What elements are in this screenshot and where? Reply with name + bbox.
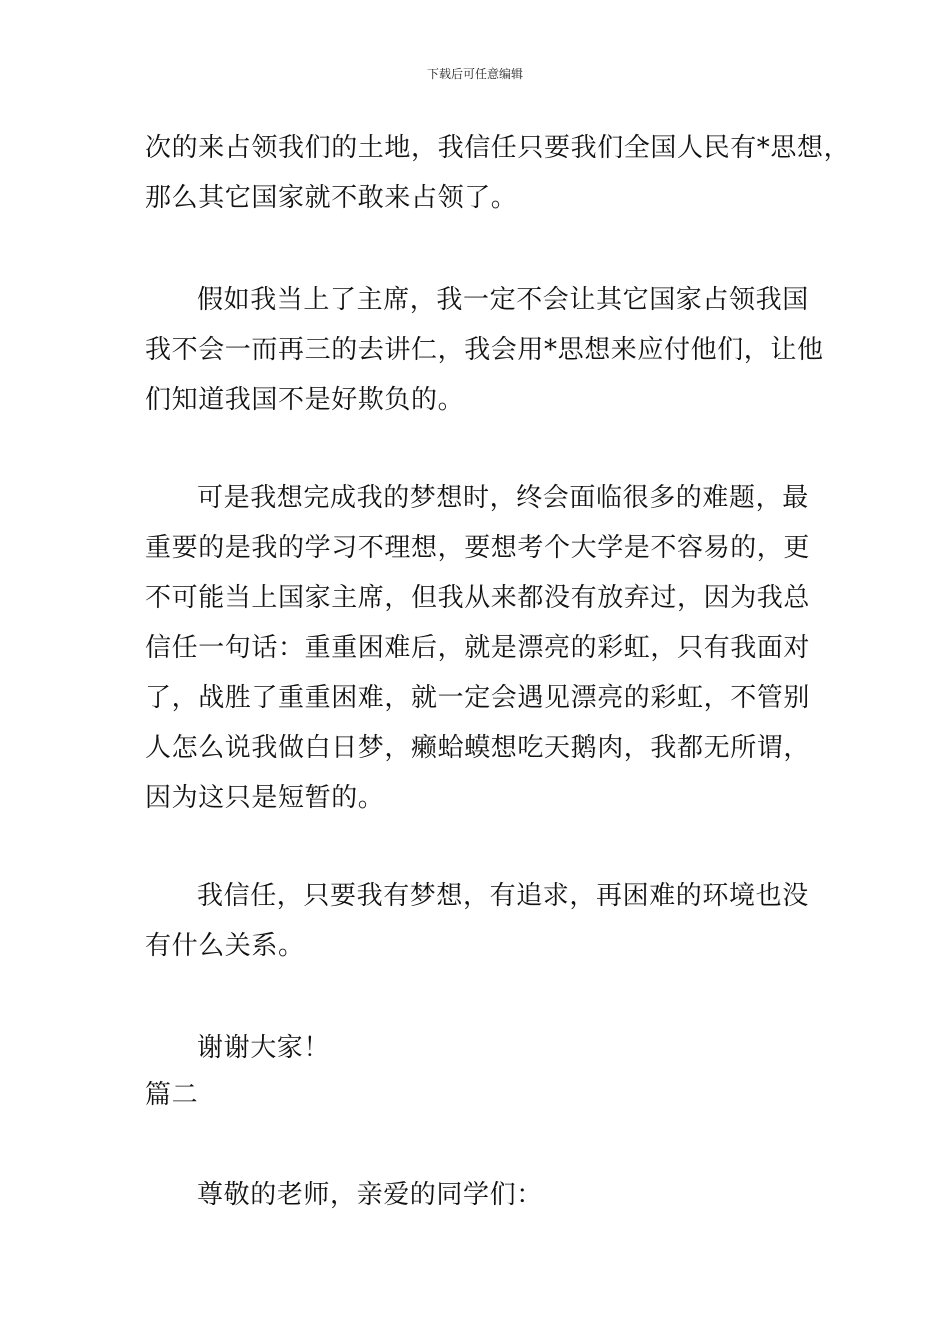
text-line: 假如我当上了主席，我一定不会让其它国家占领我国: [197, 285, 809, 315]
text-line: 信任一句话：重重困难后，就是漂亮的彩虹，只有我面对: [145, 633, 811, 663]
text-line: 人怎么说我做白日梦，癞蛤蟆想吃天鹅肉，我都无所谓，: [145, 733, 811, 763]
text-line: 谢谢大家！: [197, 1033, 331, 1063]
text-line: 有什么关系。: [145, 931, 305, 961]
text-line: 我信任，只要我有梦想，有追求，再困难的环境也没: [197, 881, 809, 911]
text-line: 们知道我国不是好欺负的。: [145, 385, 465, 415]
text-line: 我不会一而再三的去讲仁，我会用*思想来应付他们，让他: [145, 335, 824, 365]
text-line: 不可能当上国家主席，但我从来都没有放弃过，因为我总: [145, 583, 811, 613]
text-line: 尊敬的老师，亲爱的同学们：: [197, 1180, 543, 1210]
text-line: 可是我想完成我的梦想时，终会面临很多的难题，最: [197, 483, 809, 513]
text-line: 次的来占领我们的土地，我信任只要我们全国人民有*思想，: [145, 133, 851, 163]
text-line: 了，战胜了重重困难，就一定会遇见漂亮的彩虹，不管别: [145, 683, 811, 713]
text-line: 重要的是我的学习不理想，要想考个大学是不容易的，更: [145, 533, 811, 563]
section-heading: 篇二: [145, 1080, 199, 1110]
text-line: 因为这只是短暂的。: [145, 783, 385, 813]
text-line: 那么其它国家就不敢来占领了。: [145, 183, 518, 213]
page-header: 下载后可任意编辑: [426, 67, 523, 81]
